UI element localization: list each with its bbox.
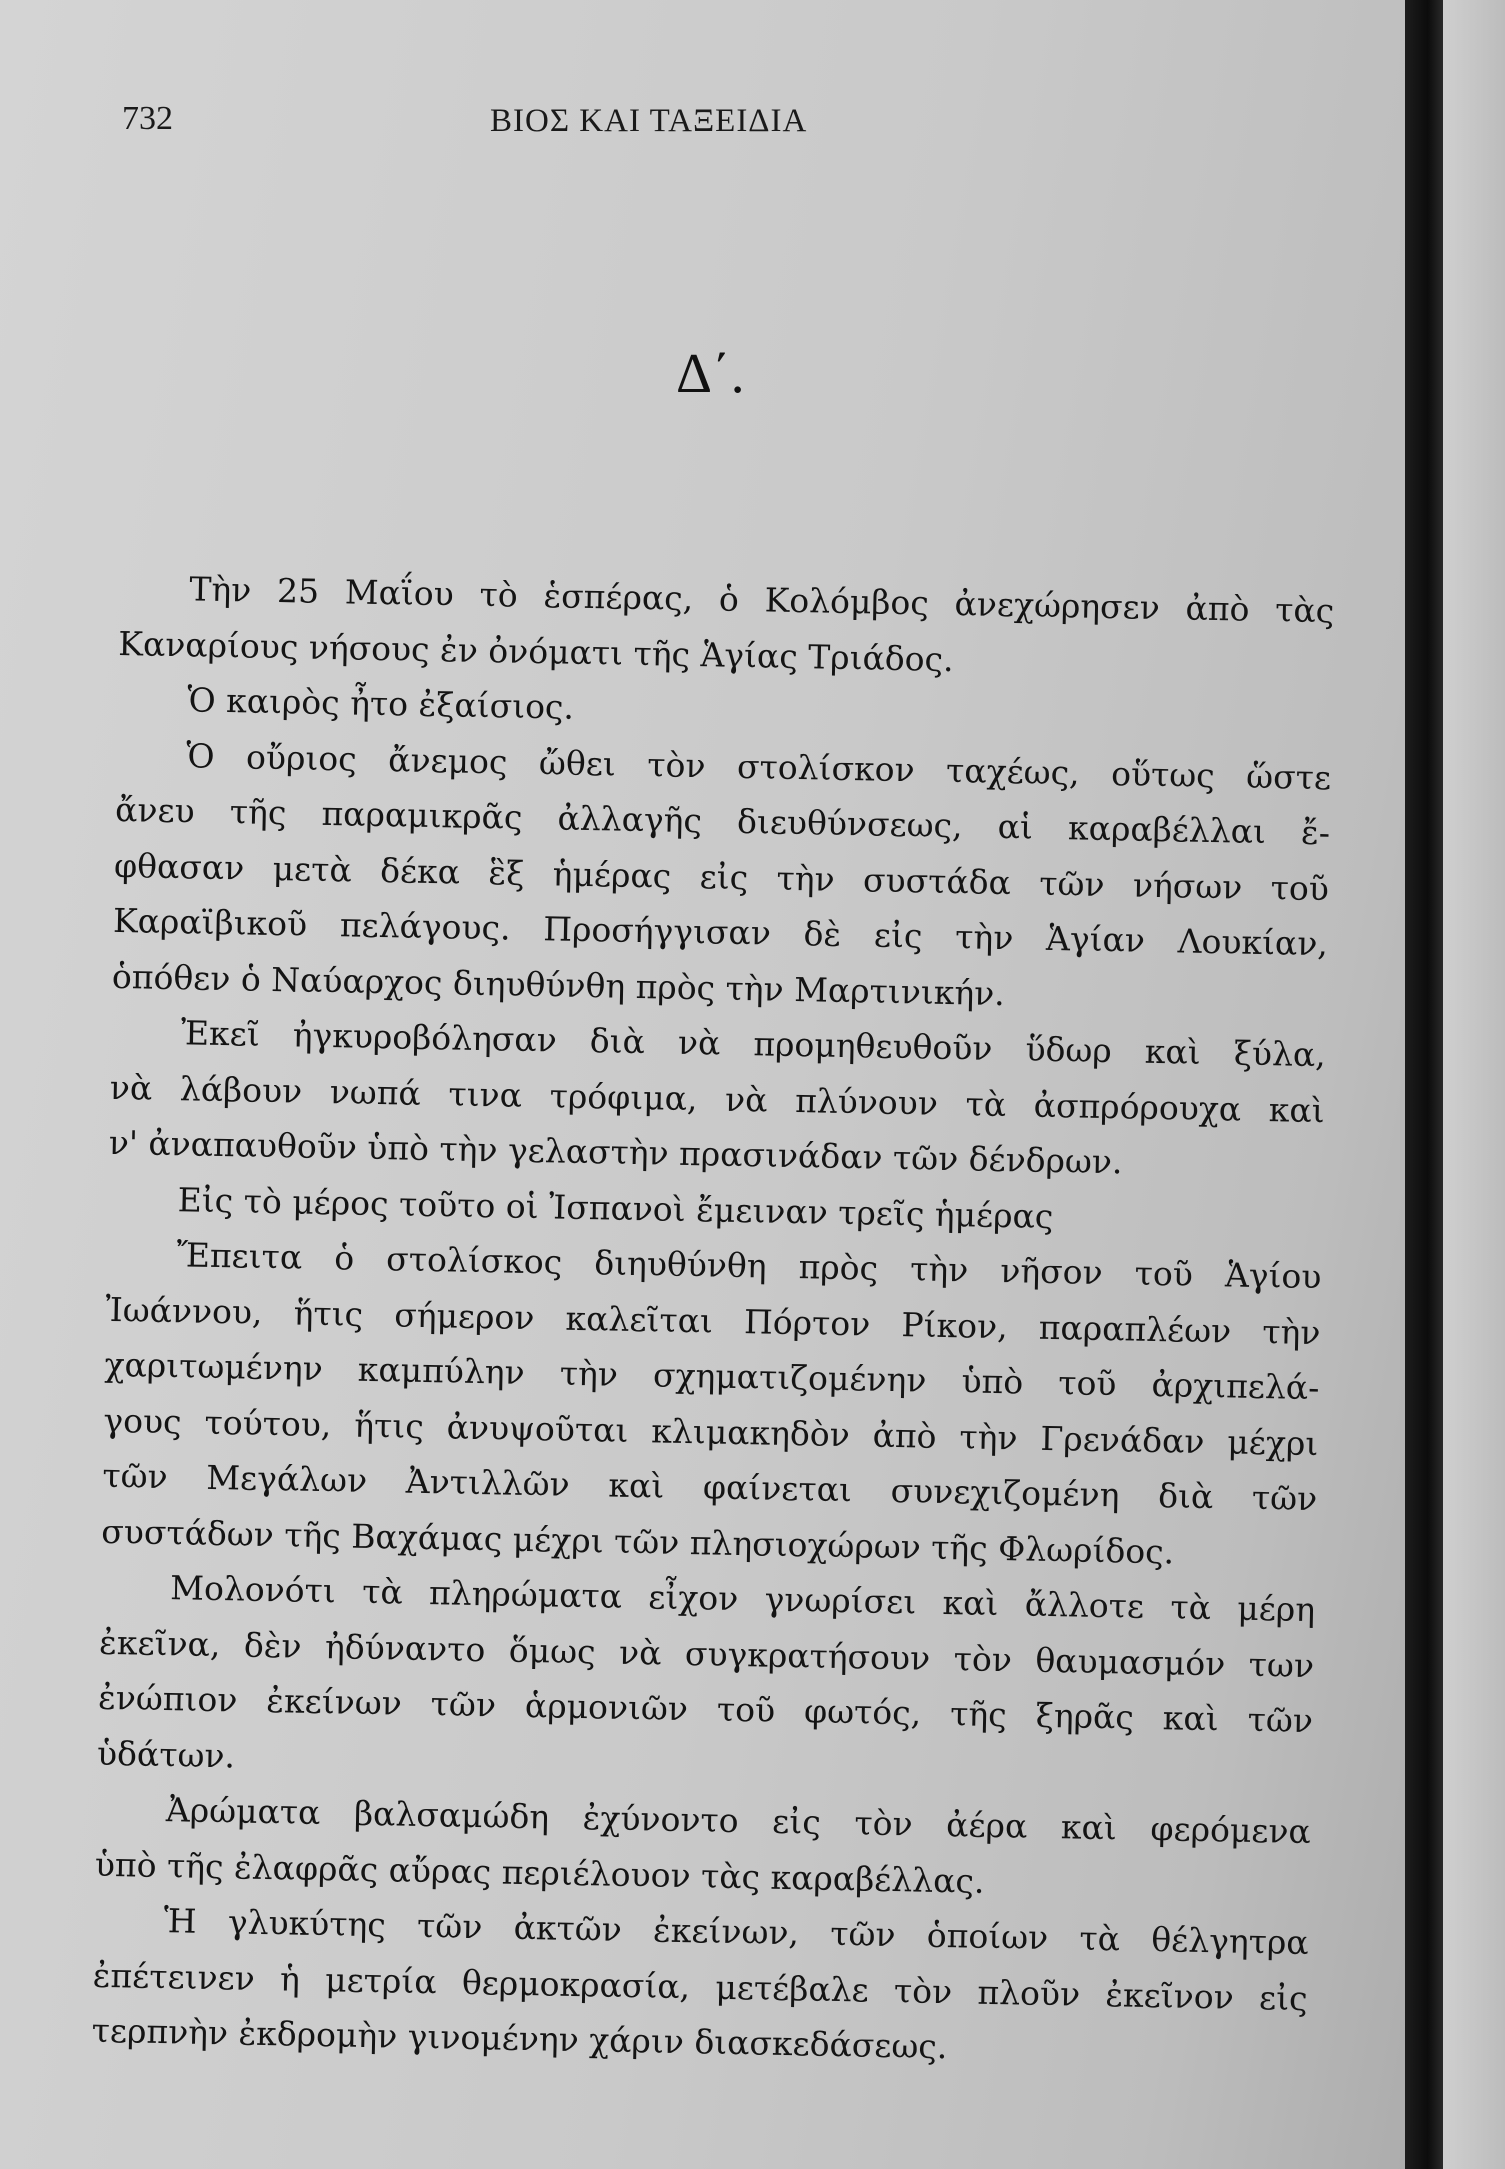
text-line: ὑδάτων. xyxy=(96,1733,236,1775)
text-line: Ὁ οὔριος ἄνεμος ὤθει τὸν στολίσκον ταχέως, οὕτως ὥστε xyxy=(185,735,1332,797)
text-line: ἐκεῖνα, δὲν ἠδύναντο ὅμως νὰ συγκρατήσουν τὸν θαυμασμόν των xyxy=(98,1622,1315,1685)
text-line: Τὴν 25 Μαΐου τὸ ἑσπέρας, ὁ Κολόμβος ἀνεχώρησεν ἀπὸ τὰς xyxy=(189,569,1335,631)
text-line: ἐπέτεινεν ἡ μετρία θερμοκρασία, μετέβαλε τὸν πλοῦν ἐκεῖνον εἰς xyxy=(92,1955,1308,2018)
text-line: ἄνευ τῆς παραμικρᾶς ἀλλαγῆς διευθύνσεως, αἱ καραβέλλαι ἔ- xyxy=(114,789,1331,853)
text-line: Ἔπειτα ὁ στολίσκος διηυθύνθη πρὸς τὴν νῆσον τοῦ Ἁγίου xyxy=(176,1235,1322,1297)
book-gutter-shadow xyxy=(1405,0,1443,2169)
text-line: Μολονότι τὰ πληρώματα εἶχον γνωρίσει καὶ ἄλλοτε τὰ μέρη xyxy=(169,1568,1316,1630)
text-line: Ὁ καιρὸς ἦτο ἐξαίσιος. xyxy=(186,680,575,727)
page-number: 732 xyxy=(122,100,173,137)
text-line: τερπνὴν ἐκδρομὴν γινομένην χάριν διασκεδάσεως. xyxy=(91,2010,948,2067)
text-line: γους τούτου, ἥτις ἀνυψοῦται κλιμακηδὸν ἀπὸ τὴν Γρενάδαν μέχρι xyxy=(103,1400,1319,1463)
text-line: συστάδων τῆς Βαχάμας μέχρι τῶν πλησιοχώρων τῆς Φλωρίδος. xyxy=(100,1511,1175,1571)
text-line: Ἀρώματα βαλσαμώδη ἐχύνοντο εἰς τὸν ἀέρα καὶ φερόμενα xyxy=(165,1790,1312,1852)
body-text xyxy=(91,560,1335,2082)
text-line: ἐνώπιον ἐκείνων τῶν ἁρμονιῶν τοῦ φωτός, τῆς ξηρᾶς καὶ τῶν xyxy=(97,1677,1314,1741)
text-line: Ἰωάννου, ἥτις σήμερον καλεῖται Πόρτον Ρίκον, παραπλέων τὴν xyxy=(105,1289,1321,1352)
text-line: Ἡ γλυκύτης τῶν ἀκτῶν ἐκείνων, τῶν ὁποίων τὰ θέλγητρα xyxy=(163,1901,1310,1963)
text-line: ὑπὸ τῆς ἐλαφρᾶς αὔρας περιέλουον τὰς καραβέλλας. xyxy=(94,1844,985,1901)
text-line: Εἰς τὸ μέρος τοῦτο οἱ Ἰσπανοὶ ἔμειναν τρεῖς ἡμέρας xyxy=(177,1179,1054,1236)
text-line: ν' ἀναπαυθοῦν ὑπὸ τὴν γελαστὴν πρασινάδαν τῶν δένδρων. xyxy=(108,1122,1123,1182)
text-line: τῶν Μεγάλων Ἀντιλλῶν καὶ φαίνεται συνεχιζομένη διὰ τῶν xyxy=(102,1455,1318,1519)
text-line: Καναρίους νήσους ἐν ὀνόματι τῆς Ἁγίας Τριάδος. xyxy=(118,623,954,679)
text-line: χαριτωμένην καμπύλην τὴν σχηματιζομένην ὑπὸ τοῦ ἀρχιπελά- xyxy=(104,1344,1320,1408)
text-line: ὁπόθεν ὁ Ναύαρχος διηυθύνθη πρὸς τὴν Μαρτινικήν. xyxy=(111,956,1006,1013)
running-head: ΒΙΟΣ ΚΑΙ ΤΑΞΕΙΔΙΑ xyxy=(490,103,808,139)
text-line: φθασαν μετὰ δέκα ἓξ ἡμέρας εἰς τὴν συστάδα τῶν νήσων τοῦ xyxy=(113,845,1330,908)
facing-page-edge xyxy=(1443,0,1505,2169)
chapter-heading: Δ΄. xyxy=(676,343,745,405)
text-line: Ἐκεῖ ἠγκυροβόλησαν διὰ νὰ προμηθευθοῦν ὕδωρ καὶ ξύλα, xyxy=(180,1013,1327,1075)
text-line: Καραϊβικοῦ πελάγους. Προσήγγισαν δὲ εἰς τὴν Ἁγίαν Λουκίαν, xyxy=(112,900,1329,964)
text-line: νὰ λάβουν νωπά τινα τρόφιμα, νὰ πλύνουν τὰ ἀσπρόρουχα καὶ xyxy=(109,1067,1326,1130)
